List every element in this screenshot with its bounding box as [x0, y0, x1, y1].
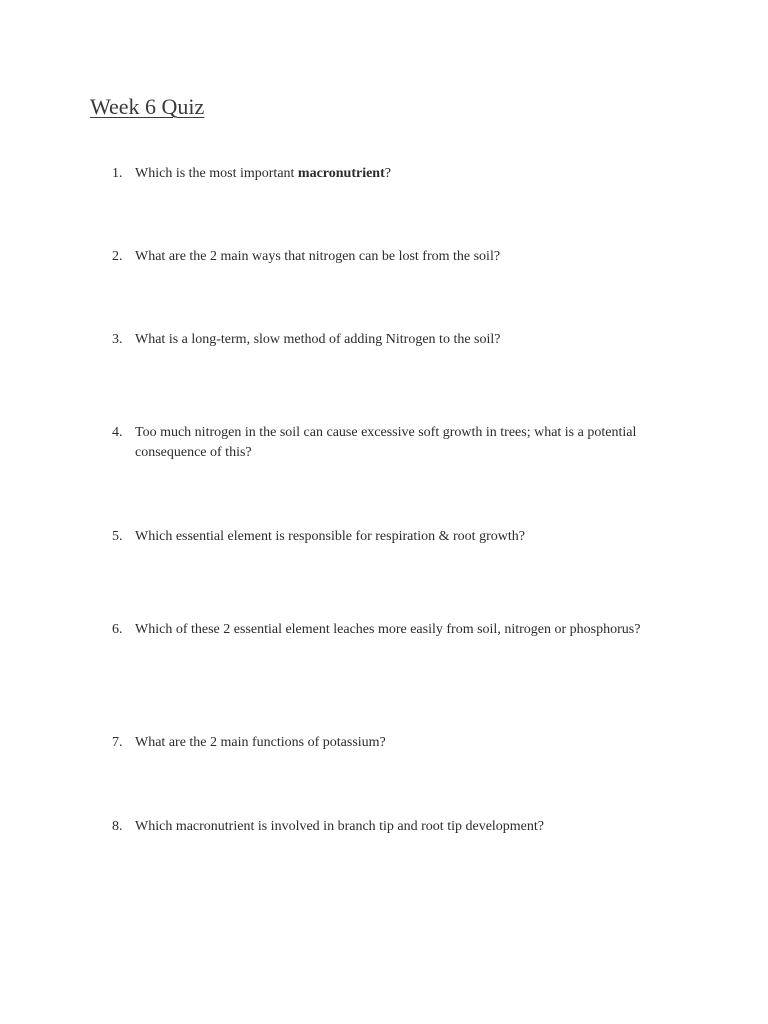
question-text: What are the 2 main ways that nitrogen can be lost from the soil?: [135, 249, 501, 264]
question-5: [112, 527, 642, 547]
question-text-part: ?: [384, 166, 391, 181]
question-7: [112, 733, 642, 753]
question-text-part: Which is the most important: [135, 166, 298, 181]
question-text: What is a long-term, slow method of adding Nitrogen to the soil?: [135, 332, 501, 347]
page-title: Week 6 Quiz: [90, 94, 205, 119]
question-text: Which essential element is responsible for respiration & root growth?: [135, 529, 525, 544]
question-number: 4.: [112, 425, 123, 440]
question-text: Too much nitrogen in the soil can cause excessive soft growth in trees; what is a potential consequence of this?: [135, 425, 637, 460]
question-number: 7.: [112, 735, 123, 750]
question-text: Which macronutrient is involved in branch tip and root tip development?: [135, 819, 545, 834]
question-8: [112, 817, 642, 837]
question-text: [135, 164, 642, 184]
question-3: [112, 330, 642, 350]
question-bold-term: macronutrient: [297, 166, 385, 181]
question-number: 1.: [112, 166, 123, 181]
question-1: [112, 164, 642, 184]
question-number: 3.: [112, 332, 123, 347]
question-number: 2.: [112, 249, 123, 264]
question-text: What are the 2 main functions of potassium?: [135, 735, 386, 750]
question-number: 8.: [112, 819, 123, 834]
question-number: 6.: [112, 622, 123, 637]
question-number: 5.: [112, 529, 123, 544]
question-2: [112, 247, 642, 267]
question-text: Which of these 2 essential element leaches more easily from soil, nitrogen or phosphorus?: [135, 622, 641, 637]
question-4: [112, 423, 642, 463]
question-6: [112, 620, 642, 640]
